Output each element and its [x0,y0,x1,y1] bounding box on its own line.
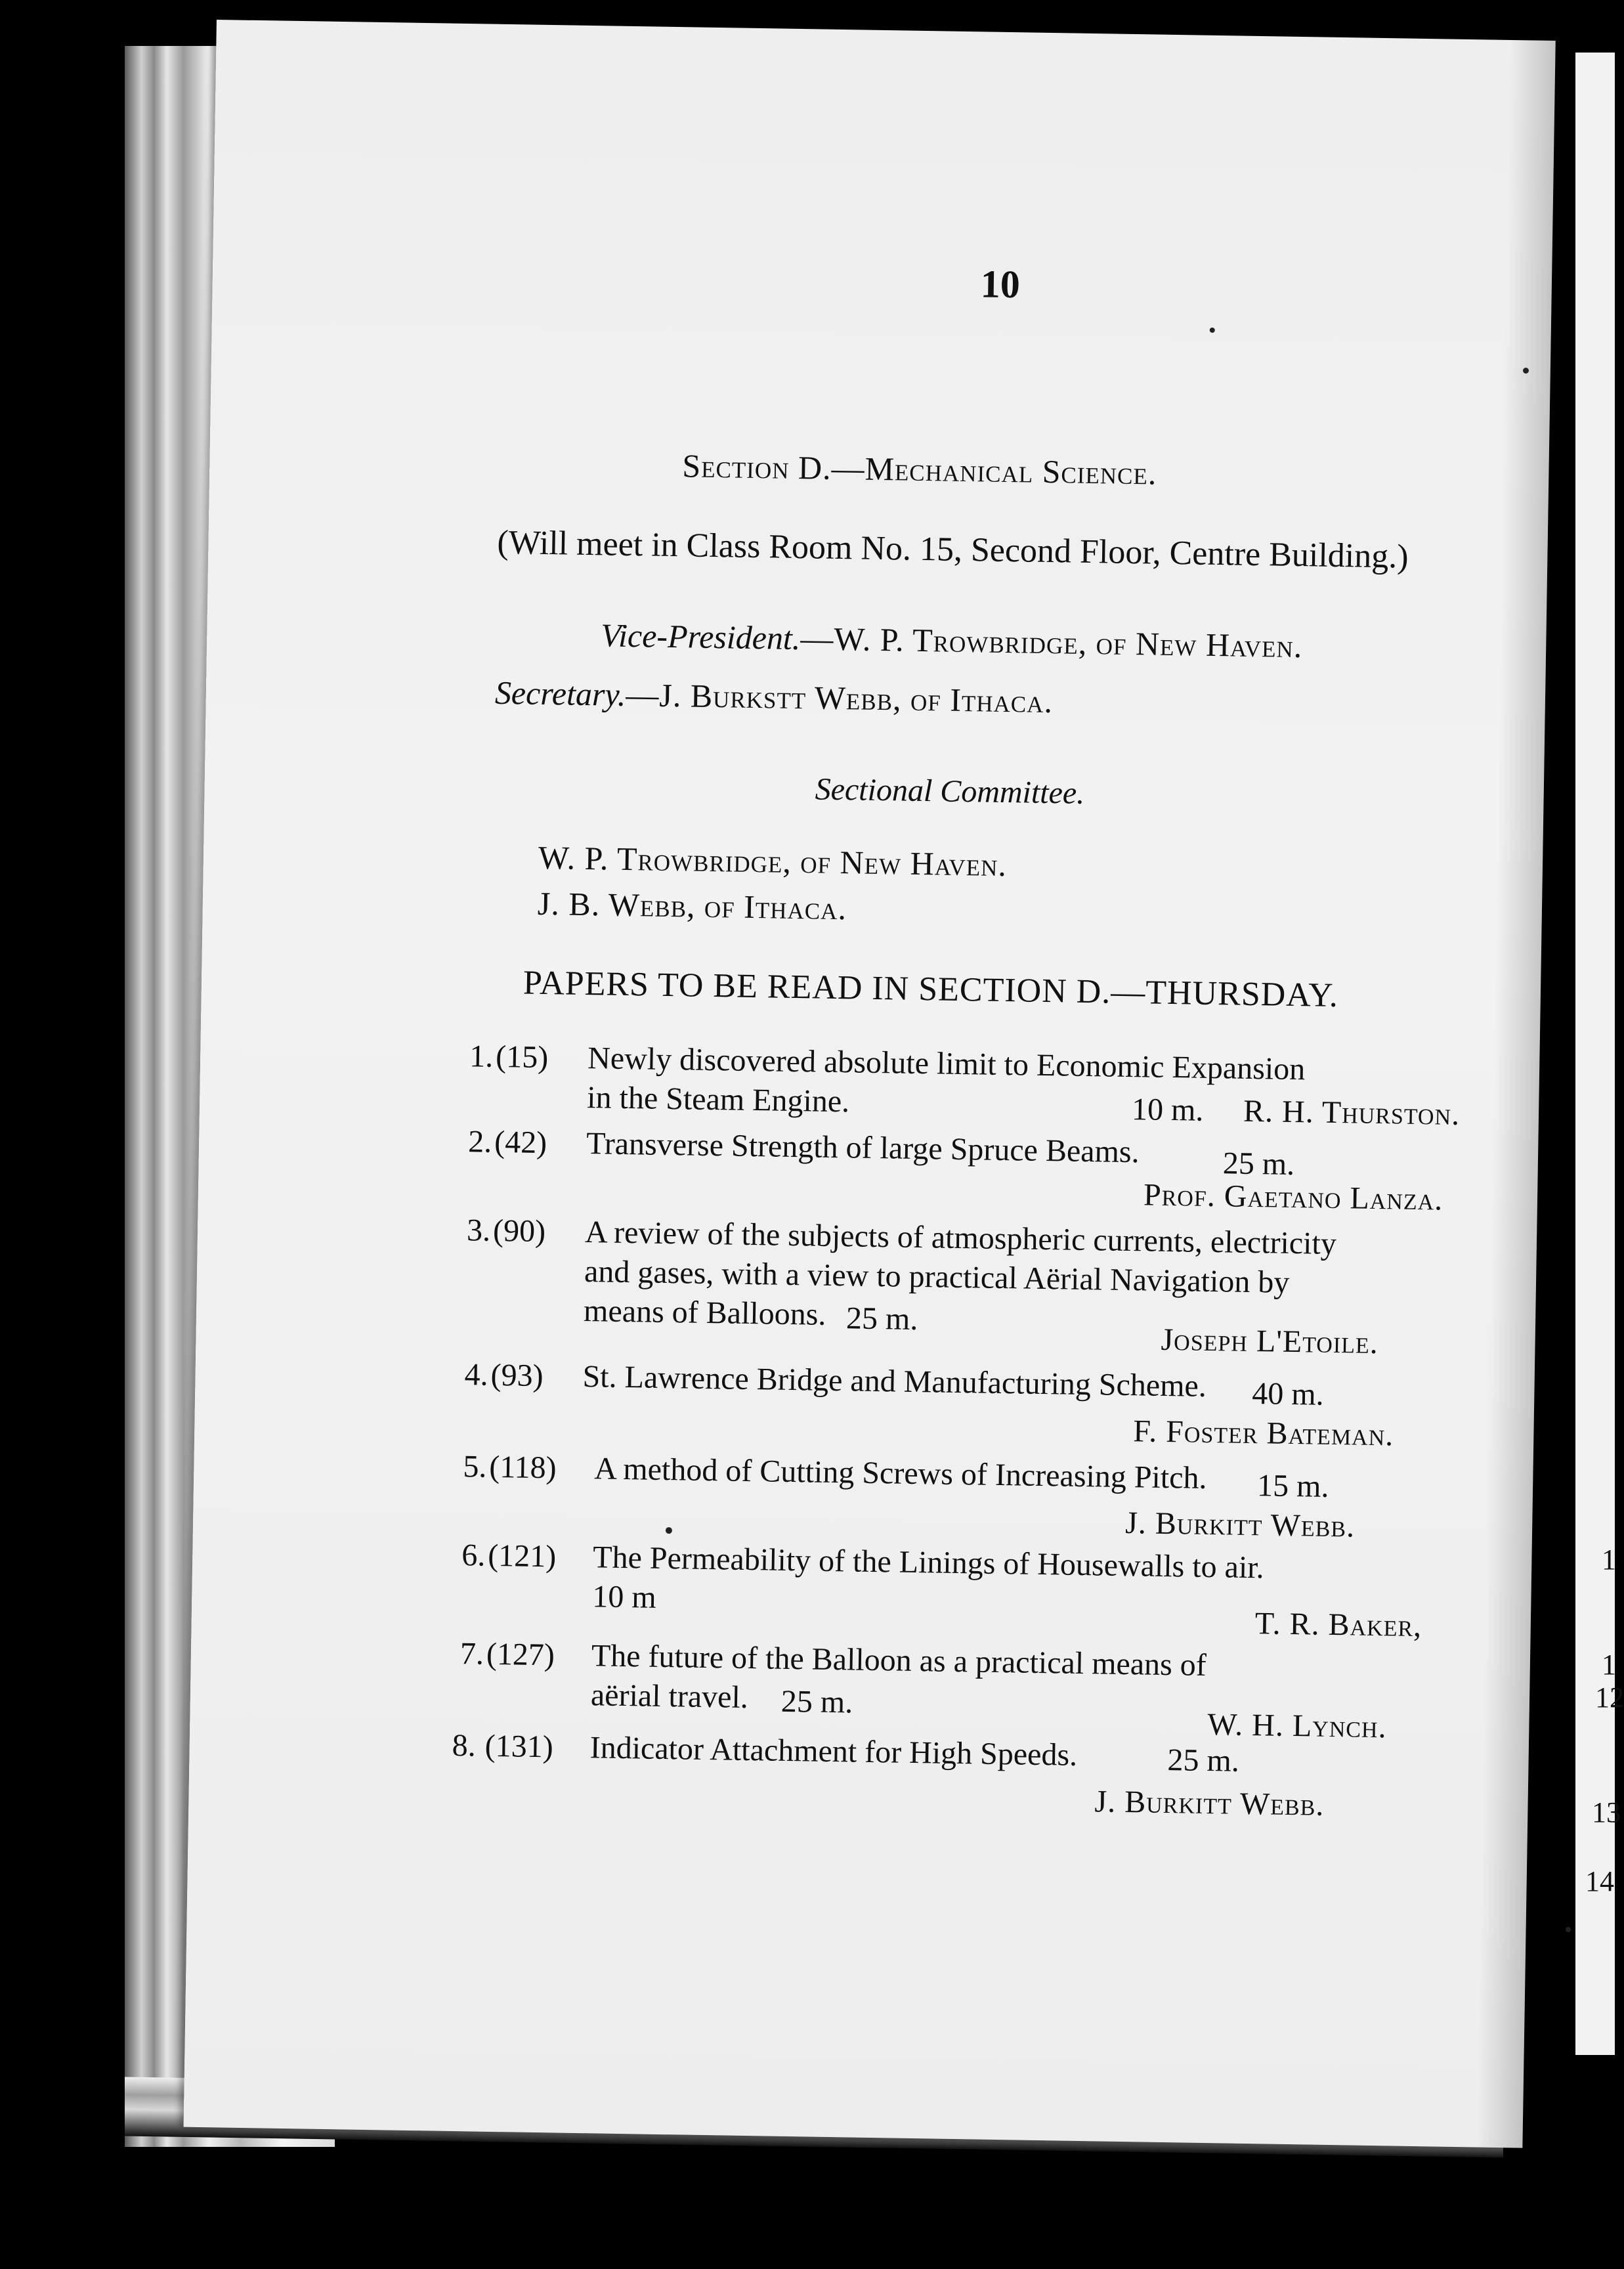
paper-author: W. H. Lynch. [1207,1707,1388,1745]
paper-author: F. Foster Bateman. [1132,1414,1394,1453]
dust-speck [1523,368,1529,374]
next-page-sliver [1575,53,1615,2055]
paper-title-line: means of Balloons. [583,1293,826,1332]
paper-title-line: Newly discovered absolute limit to Economic Expansion [587,1041,1306,1087]
paper-duration: 10 m [591,1579,657,1615]
paper-title-line: aërial travel. [590,1677,749,1716]
paper-title-line: Indicator Attachment for High Speeds. [589,1730,1078,1773]
page-content [184,20,1556,2148]
paper-id: (15) [495,1039,549,1075]
secretary-label: Secretary. [494,674,626,713]
dust-speck [666,1527,672,1534]
margin-number: 13 [1592,1796,1621,1828]
paper-title-line: Transverse Strength of large Spruce Beams. [586,1126,1140,1170]
paper-author: Joseph L'Etoile. [1161,1322,1379,1361]
paper-duration: 25 m. [780,1683,853,1720]
page-number: 10 [980,262,1021,307]
paper-title-line: The Permeability of the Linings of Housewalls to air. [592,1540,1265,1586]
book-page [184,20,1556,2148]
paper-number: 8. [452,1727,477,1763]
paper-id: (118) [489,1449,557,1486]
paper-title-line: A review of the subjects of atmospheric currents, electricity [584,1215,1337,1262]
committee-member: W. P. Trowbridge, of New Haven. [538,838,1008,884]
dust-speck [1566,1927,1571,1932]
paper-id: (127) [486,1636,555,1673]
vice-president-line [601,616,1303,665]
paper-title-line: A method of Cutting Screws of Increasing Pitch. [593,1451,1207,1496]
margin-number: 12 [1595,1681,1624,1714]
paper-duration: 15 m. [1256,1468,1329,1504]
paper-id: (93) [490,1357,544,1394]
paper-id: (131) [484,1728,554,1765]
margin-number: 1 [1602,1544,1616,1576]
vice-president-label: Vice-President. [600,616,801,657]
meeting-note: (Will meet in Class Room No. 15, Second Floor, Centre Building.) [497,523,1409,576]
paper-duration: 40 m. [1251,1376,1325,1412]
paper-title-line: St. Lawrence Bridge and Manufacturing Scheme. [582,1359,1207,1404]
paper-duration: 25 m. [1167,1742,1240,1779]
secretary-line [494,674,1053,721]
dust-speck [1210,328,1215,333]
papers-heading: PAPERS TO BE READ IN SECTION D.—THURSDAY. [523,964,1339,1015]
section-heading: Section D.—Mechanical Science. [681,447,1157,492]
paper-author: J. Burkitt Webb. [1124,1505,1356,1544]
vice-president-name: —W. P. Trowbridge, of New Haven. [800,620,1303,665]
paper-number: 1. [469,1039,494,1074]
committee-member: J. B. Webb, of Ithaca. [537,884,847,927]
margin-number: 14 [1585,1865,1614,1897]
paper-duration: 25 m. [1222,1146,1295,1182]
paper-number: 7. [459,1636,484,1672]
paper-id: (42) [494,1124,547,1161]
paper-author: J. Burkitt Webb. [1094,1784,1325,1823]
paper-id: (90) [492,1213,546,1249]
paper-author: R. H. Thurston. [1243,1093,1461,1132]
margin-number: 1 [1602,1649,1616,1681]
committee-heading: Sectional Committee. [815,771,1085,811]
secretary-name: —J. Burkstt Webb, of Ithaca. [625,676,1054,720]
paper-number: 3. [466,1213,491,1248]
paper-title-line: in the Steam Engine. [586,1080,850,1119]
paper-number: 2. [467,1124,492,1159]
paper-duration: 10 m. [1131,1092,1204,1128]
paper-id: (121) [487,1538,557,1574]
paper-number: 5. [463,1449,487,1484]
paper-author: Prof. Gaetano Lanza. [1143,1177,1443,1217]
paper-duration: 25 m. [845,1301,918,1337]
paper-title-line: and gases, with a view to practical Aërial Navigation by [584,1254,1290,1300]
paper-title-line: The future of the Balloon as a practical means of [591,1638,1207,1683]
paper-author: T. R. Baker, [1254,1606,1422,1644]
paper-number: 4. [464,1357,489,1393]
paper-number: 6. [461,1538,486,1573]
